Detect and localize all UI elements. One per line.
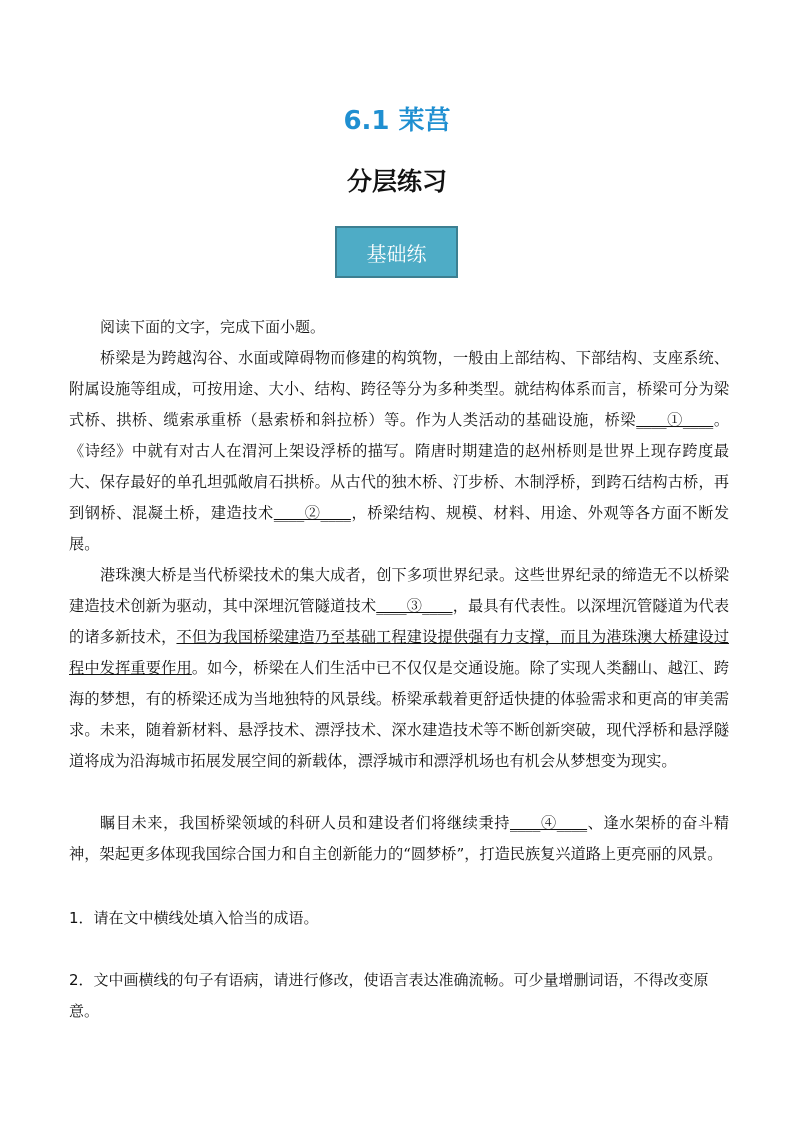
passage-text: 。《诗经》中就有对古人在渭河上架设浮桥的描写。隋唐时期建造的赵州桥则是世界上现存跨度最大、保存最好的单孔坦弧敞肩石拱桥。从古代的独木桥、汀步桥、木制浮桥，到跨石结构古桥，再到钢桥、混凝土桥，建造技术 [69,411,730,522]
blank-1: ____①____ [636,411,714,429]
underlined-sentence: 不但为我国桥梁建造乃至基础工程建设提供强有力支撑，而且为港珠澳大桥建设过程中发挥重要作用 [69,628,729,677]
page-subtitle: 分层练习 [346,167,447,196]
passage-text: 桥梁是为跨越沟谷、水面或障碍物而修建的构筑物，一般由上部结构、下部结构、支座系统、附属设施等组成，可按用途、大小、结构、跨径等分为多种类型。就结构体系而言，桥梁可分为梁式桥、拱桥、缆索承重桥（悬索桥和斜拉桥）等。作为人类活动的基础设施，桥梁 [69,349,729,429]
reading-instruction: 阅读下面的文字，完成下面小题。 [100,318,326,336]
passage-text: ，最具有代表性。以深埋沉管隧道为代表的诸多新技术， [69,597,730,646]
question-1: 1．请在文中横线处填入恰当的成语。 [69,909,319,927]
blank-4: ____④____ [509,814,588,832]
blank-2: ____②____ [273,504,351,522]
passage-text: 瞩目未来，我国桥梁领域的科研人员和建设者们将继续秉持 [100,814,510,832]
passage-paragraph-2 [69,560,729,777]
passage-text: 。如今，桥梁在人们生活中已不仅仅是交通设施。除了实现人类翻山、越江、跨海的梦想，有的桥梁还成为当地独特的风景线。桥梁承载着更舒适快捷的体验需求和更高的审美需求。未来，随着新材料、悬浮技术、漂浮技术、深水建造技术等不断创新突破，现代浮桥和悬浮隧道将成为沿海城市拓展发展空间的新载体，漂浮城市和漂浮机场也有机会从梦想变为现实。 [69,659,730,770]
section-badge: 基础练 [335,226,458,278]
question-2: 2．文中画横线的句子有语病，请进行修改，使语言表达准确流畅。可少量增删词语，不得改变原意。 [69,971,709,1020]
passage-paragraph-3 [69,808,729,870]
passage-text: ，桥梁结构、规模、材料、用途、外观等各方面不断发展。 [69,504,730,553]
passage-text: 、逢水架桥的奋斗精神，架起更多体现我国综合国力和自主创新能力的“圆梦桥”，打造民族复兴道路上更亮丽的风景。 [69,814,730,863]
page-title: 6.1 茉莒 [343,106,451,136]
passage-text: 港珠澳大桥是当代桥梁技术的集大成者，创下多项世界纪录。这些世界纪录的缔造无不以桥梁建造技术创新为驱动，其中深埋沉管隧道技术 [69,566,729,615]
passage-paragraph-1 [69,343,729,560]
blank-3: ____③____ [376,597,453,615]
